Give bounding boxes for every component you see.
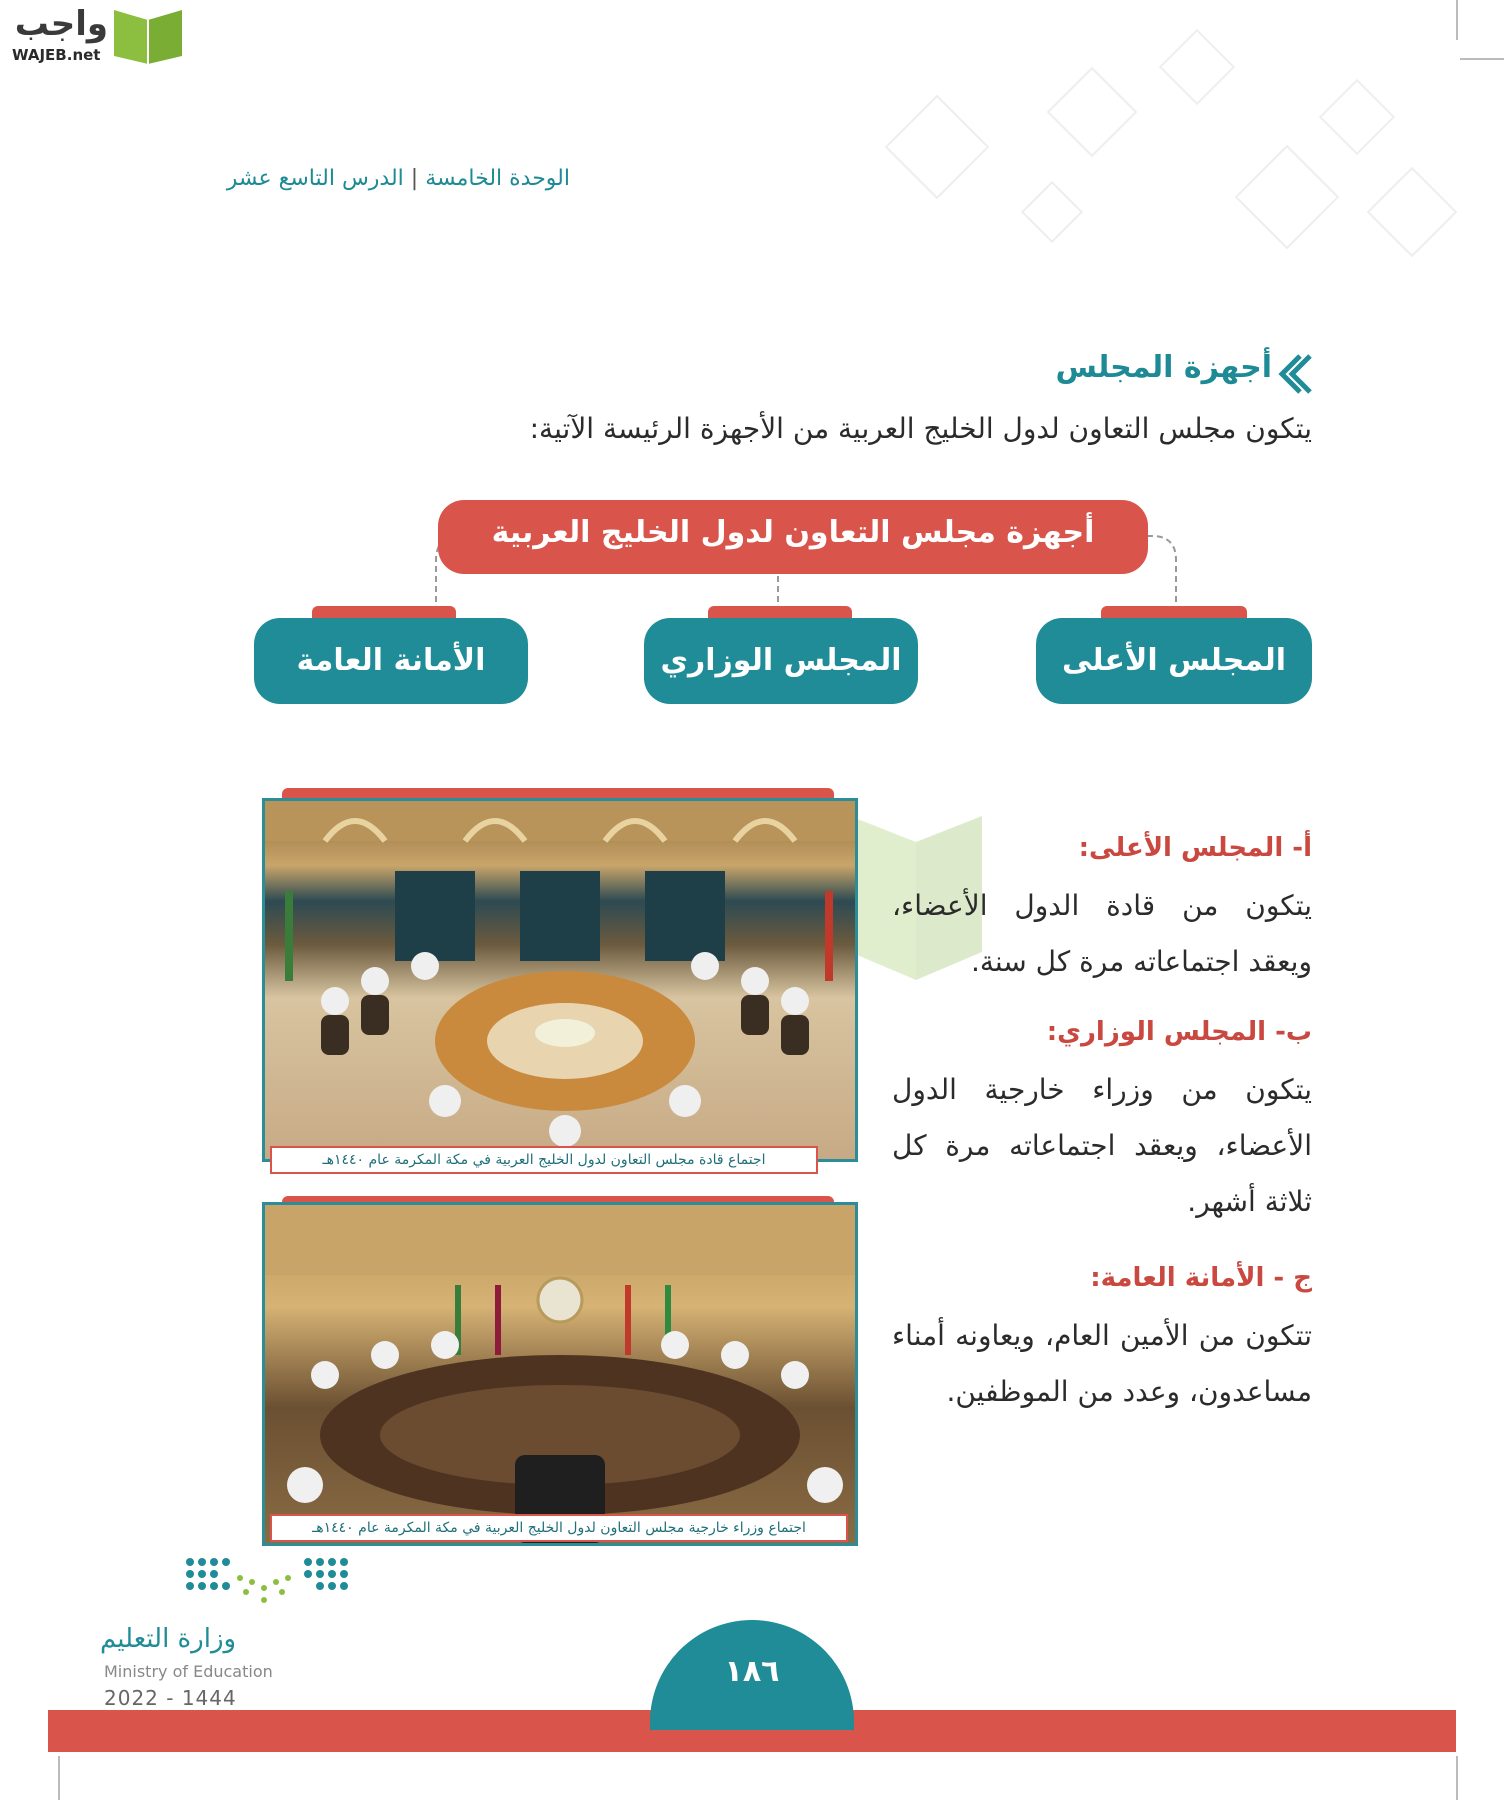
body-a-title: أ- المجلس الأعلى: [1078, 833, 1312, 863]
unit-label: الوحدة الخامسة [425, 166, 570, 191]
background-diamond [1021, 181, 1083, 243]
crop-mark [1456, 1756, 1458, 1800]
photo-ministers-illustration [265, 1205, 855, 1543]
background-diamond [1319, 79, 1395, 155]
page-number: ١٨٦ [724, 1654, 780, 1689]
body-c-text: تتكون من الأمين العام، ويعاونه أمناء مساعدون، وعدد من الموظفين. [892, 1319, 1312, 1408]
lesson-label: الدرس التاسع عشر [226, 166, 404, 191]
body-a [892, 826, 1312, 990]
section-title: أجهزة المجلس [1055, 350, 1272, 385]
photo-tab [282, 788, 834, 798]
photo-leaders-meeting [262, 798, 858, 1162]
diagram-child-ministerial-council: المجلس الوزاري [644, 618, 918, 704]
body-b-text: يتكون من وزراء خارجية الدول الأعضاء، ويعقد اجتماعاته مرة كل ثلاثة أشهر. [892, 1073, 1312, 1218]
diagram-child-general-secretariat: الأمانة العامة [254, 618, 528, 704]
background-diamond [1235, 145, 1340, 250]
diagram-child-supreme-council: المجلس الأعلى [1036, 618, 1312, 704]
diagram-root: أجهزة مجلس التعاون لدول الخليج العربية [438, 500, 1148, 574]
body-b [892, 1010, 1312, 1230]
wajeb-logo[interactable] [8, 4, 188, 66]
crop-mark [58, 1756, 60, 1800]
body-b-title: ب- المجلس الوزاري: [1046, 1017, 1312, 1047]
photo-leaders-illustration [265, 801, 855, 1159]
book-icon [108, 6, 188, 66]
background-diamond [1367, 167, 1458, 258]
edition-year: 2022 - 1444 [104, 1686, 237, 1710]
photo-ministers-meeting [262, 1202, 858, 1546]
photo1-caption: اجتماع قادة مجلس التعاون لدول الخليج العربية في مكة المكرمة عام ١٤٤٠هـ [270, 1146, 818, 1174]
logo-subtext: WAJEB.net [12, 46, 101, 64]
breadcrumb-separator: | [410, 166, 419, 191]
body-a-text: يتكون من قادة الدول الأعضاء، ويعقد اجتماعاته مرة كل سنة. [892, 889, 1312, 978]
logo-text: واجب [14, 4, 108, 44]
ministry-logo-icon [184, 1556, 350, 1612]
background-diamond [1047, 67, 1138, 158]
background-diamond [885, 95, 990, 200]
section-intro: يتكون مجلس التعاون لدول الخليج العربية من الأجهزة الرئيسة الآتية: [529, 412, 1312, 445]
ministry-name-en: Ministry of Education [104, 1662, 273, 1681]
photo2-caption: اجتماع وزراء خارجية مجلس التعاون لدول الخليج العربية في مكة المكرمة عام ١٤٤٠هـ [270, 1514, 848, 1542]
section-heading [800, 350, 1312, 396]
breadcrumb [180, 166, 570, 191]
double-chevron-icon [1278, 354, 1312, 394]
body-c-title: ج - الأمانة العامة: [1090, 1263, 1312, 1293]
crop-mark [1460, 58, 1504, 60]
crop-mark [1456, 0, 1458, 40]
body-c [892, 1256, 1312, 1420]
background-diamond [1159, 29, 1235, 105]
ministry-name-ar: وزارة التعليم [100, 1624, 237, 1654]
